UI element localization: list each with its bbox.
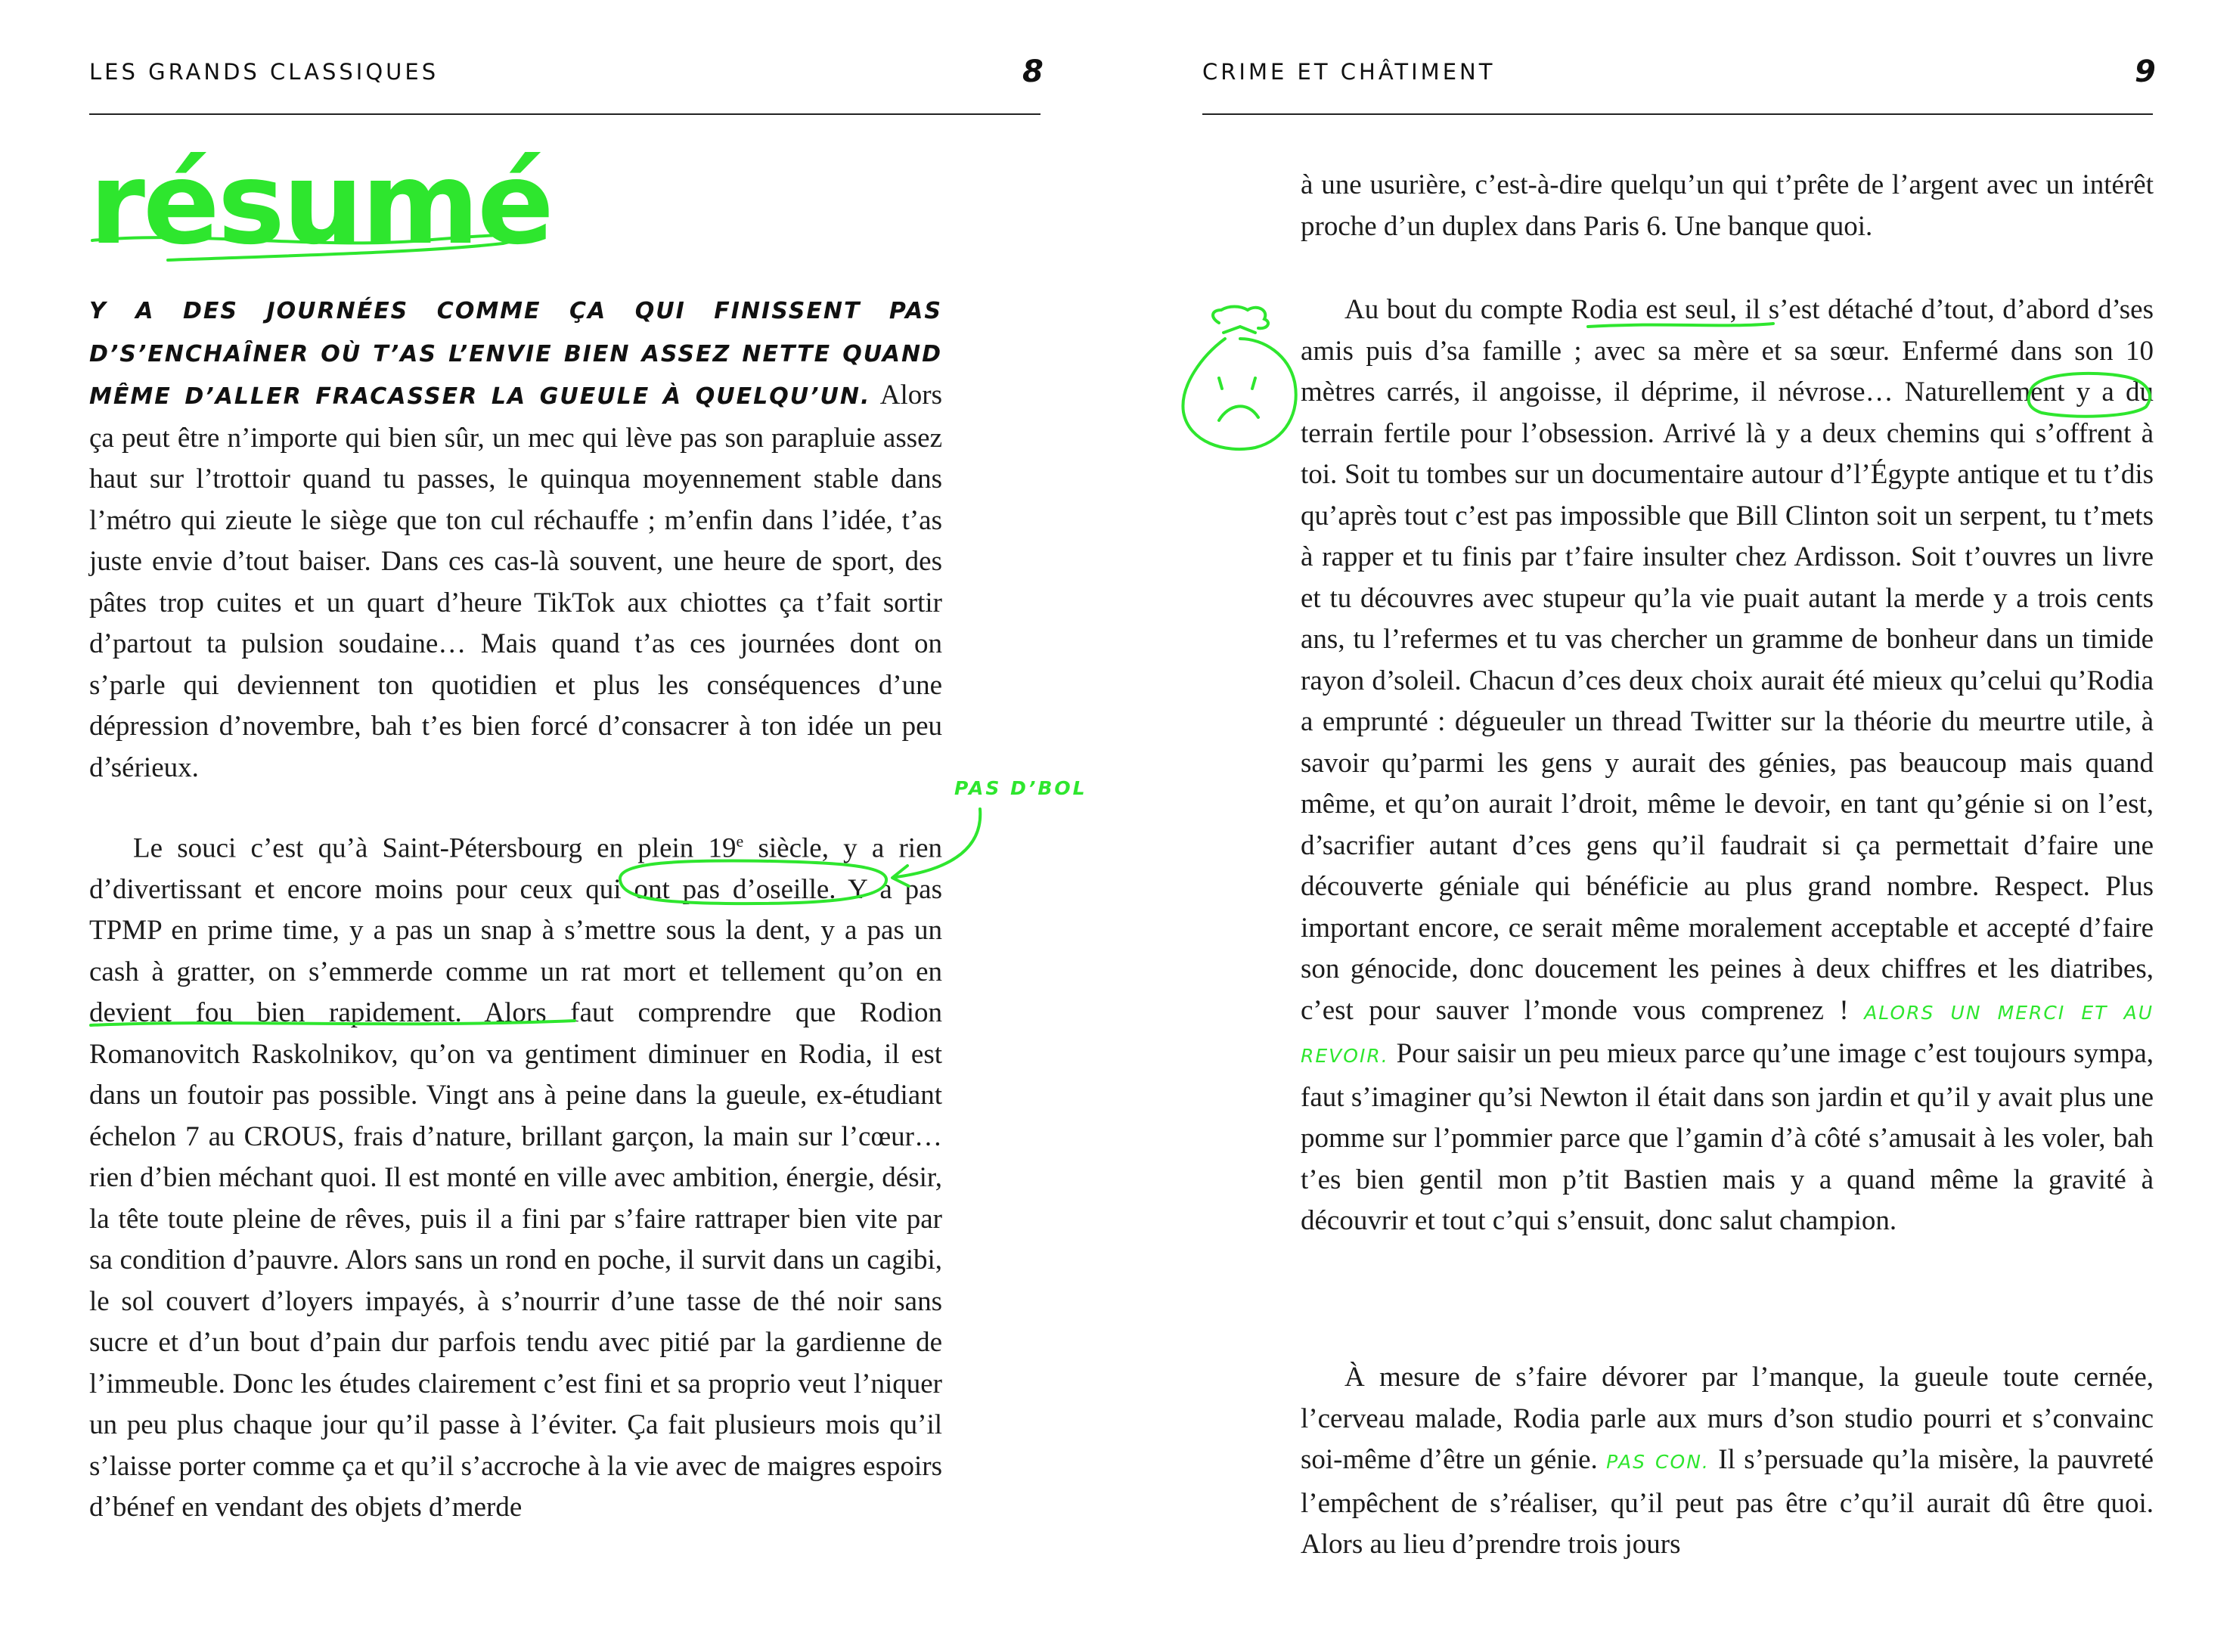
page-number-right: 9: [2135, 54, 2156, 89]
paragraph-text: . Alors faut comprendre que Rodion Romanovitch Raskolnikov, qu’on va gentiment diminuer en Rodia, il est dans un foutoir pas possible. Vingt ans à peine dans la gueule, ex-étudiant échelon 7 au CROUS, frais d’nature, brillant garçon, la main sur l’cœur… rien d’bien méchant quoi. Il est monté en ville avec ambition, énergie, désir, la tête toute pleine de rêves, puis il a fini par s’faire rattraper bien vite par sa condition d’pauvre. Alors sans un rond en poche, il survit dans un cagibi, le sol couvert d’loyers impayés, à s’nourrir d’une tasse de thé noir sans sucre et d’un bout d’pain dur parfois tendu avec pitié par la gardienne de l’immeuble. Donc les études clairement c’est fini et sa proprio veut l’niquer un peu plus chaque jour qu’il passe à l’éviter. Ça fait plusieurs mois qu’il s’laisse porter comme ça et qu’il s’accroche à la vie avec de maigres espoirs d’bénef en vendant des objets d’merde: [89, 997, 942, 1523]
page-number-left: 8: [1022, 54, 1044, 89]
body-paragraph-2: [1301, 1357, 2154, 1566]
underlined-phrase: Rodia est seul: [1571, 294, 1730, 325]
page-title: résumé: [89, 138, 552, 270]
paragraph-text: . Y a pas TPMP en prime time, y a pas un snap à s’mettre sous la dent, y a pas un cash à gratter, on s’emmerde comme un rat mort et tellement: [89, 873, 942, 987]
inline-annotation: ALORS UN MERCI ET AU REVOIR.: [1301, 1001, 2154, 1067]
paragraph-text: , il s’est détaché d’tout, d’abord d’ses amis puis d’sa famille ; avec sa mère et sa sœur. Enfermé dans son 10 mètres carrés, il angoisse, il déprime, il: [1301, 294, 2154, 408]
body-paragraph-0: à une usurière, c’est-à-dire quelqu’un qui t’prête de l’argent avec un intérêt proche d’un duplex dans Paris 6. Une banque quoi.: [1301, 169, 2154, 242]
lede-text: Y A DES JOURNÉES COMME ÇA QUI FINISSENT PAS D’S’ENCHAÎNER OÙ T’AS L’ENVIE BIEN ASSEZ NETTE QUAND MÊME D’ALLER FRACASSER LA GUEULE À QUELQU’UN.: [89, 298, 942, 410]
paragraph-text: Au bout du compte: [1344, 294, 1571, 325]
paragraph-text: À mesure de s’faire dévorer par l’manque, la gueule toute cernée, l’cerveau malade, Rodia parle aux murs d’son studio pourri et s’convainc soi-même d’être un génie.: [1301, 1362, 2154, 1475]
circled-phrase: qui ont pas d’oseille: [585, 873, 830, 905]
underlined-phrase: qu’on en devient fou bien rapidement: [89, 956, 942, 1029]
body-paragraph-2: [89, 821, 942, 1529]
margin-annotation: PAS D’BOL: [954, 777, 1087, 799]
left-page: [0, 0, 1116, 1652]
circled-word: névrose: [1778, 377, 1865, 408]
inline-annotation: PAS CON.: [1606, 1451, 1710, 1473]
paragraph-text: siècle, y a rien d’divertissant et encore moins pour ceux: [89, 832, 942, 905]
paragraph-text: Il s’persuade qu’la misère, la pauvreté l’empêchent de s’réaliser, qu’il peut pas être c’qu’il aurait dû être quoi. Alors au lieu d’prendre trois jours: [1301, 1444, 2154, 1560]
body-paragraph-1: [89, 290, 942, 789]
right-page: [1117, 0, 2233, 1652]
paragraph-text: Le souci c’est qu’à Saint-Pétersbourg en plein 19: [133, 832, 737, 864]
running-head-right: CRIME ET CHÂTIMENT: [1202, 59, 1496, 85]
running-head-left: LES GRANDS CLASSIQUES: [89, 59, 439, 85]
header-rule-right: [1202, 113, 2153, 115]
paragraph-text: Alors ça peut être n’importe qui bien sûr, un mec qui lève pas son parapluie assez haut sur l’trottoir quand tu passes, le quinqua moyennement stable dans l’métro qui zieute le siège que ton cul réchauffe ; m’enfin dans l’idée, t’as juste envie d’tout baiser. Dans ces cas-là souvent, une heure de sport, des pâtes trop cuites et un quart d’heure TikTok aux chiottes ça t’fait sortir d’partout ta pulsion soudaine… Mais quand t’as ces journées dont on s’parle qui deviennent ton quotidien et plus les conséquences d’une dépression d’novembre, bah t’es bien forcé d’consacrer à ton idée un peu d’sérieux.: [89, 380, 942, 783]
superscript: e: [736, 832, 744, 851]
body-paragraph-1: [1301, 290, 2154, 1242]
header-rule-left: [89, 113, 1041, 115]
paragraph-text: Pour saisir un peu mieux parce qu’une image c’est toujours sympa, faut s’imaginer qu’si Newton il était dans son jardin et qu’il y avait plus une pomme sur l’pommier parce que l’gamin d’à côté s’amusait à les voler, bah t’es bien gentil mon p’tit Bastien mais y a quand même la gravité à découvrir et tout c’qui s’ensuit, donc salut champion.: [1301, 1038, 2154, 1236]
paragraph-text: … Naturellement y a du terrain fertile pour l’obsession. Arrivé là y a deux chemins qui s’offrent à toi. Soit tu tombes sur un documentaire autour d’l’Égypte antique et tu t’dis qu’après tout c’est pas impossible que Bill Clinton soit un serpent, tu t’mets à rapper et tu finis par t’faire insulter chez Ardisson. Soit t’ouvres un livre et tu découvres avec stupeur qu’la vie puait autant la merde y a trois cents ans, tu l’refermes et tu vas chercher un gramme de bonheur dans un timide rayon d’soleil. Chacun d’ces deux choix aurait été mieux qu’celui qu’Rodia a emprunté : dégueuler un thread Twitter sur la théorie du meurtre utile, à savoir qu’parmi les gens y aurait des génies, pas beaucoup mais quand même, et qu’on aurait l’droit, même le devoir, en tant qu’génie si on l’est, d’sacrifier autant d’ces gens qu’il faudrait si ça permettait d’faire une découverte géniale qui bénéficie au plus grand nombre. Respect. Plus important encore, ce serait même moralement acceptable et accepté d’faire son génocide, donc doucement les peines à deux chiffres et les diatribes, c’est pour sauver l’monde vous comprenez !: [1301, 377, 2154, 1026]
